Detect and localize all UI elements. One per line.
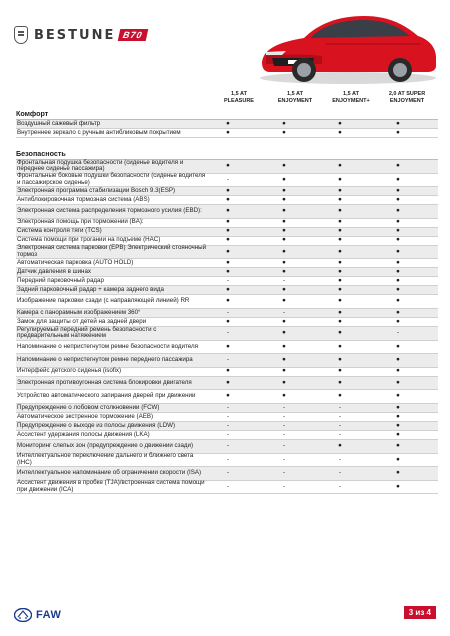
spec-label: Предупреждение о лобовом столкновении (FCW) — [17, 403, 160, 411]
included-dot: ● — [396, 207, 400, 215]
not-available-dash: - — [226, 441, 230, 449]
spec-row — [16, 268, 438, 277]
spec-label: Система контроля тяги (TCS) — [17, 227, 102, 235]
spec-row — [16, 431, 438, 440]
spec-label: Датчик давления в шинах — [17, 268, 92, 276]
included-dot: ● — [226, 162, 230, 169]
included-dot: ● — [396, 268, 400, 276]
spec-row — [16, 481, 438, 495]
included-dot: ● — [396, 482, 400, 490]
column-trim: PLEASURE — [224, 97, 254, 104]
included-dot: ● — [282, 286, 286, 294]
not-available-dash: - — [282, 430, 286, 438]
included-dot: ● — [338, 186, 342, 194]
spec-label: Замок для защиты от детей на задней двери — [17, 317, 147, 325]
footer — [0, 600, 450, 636]
column-engine: 2,0 AT SUPER — [388, 91, 426, 97]
included-dot: ● — [226, 268, 230, 276]
spec-row — [16, 246, 438, 260]
included-dot: ● — [396, 412, 400, 420]
not-available-dash: - — [226, 430, 230, 438]
included-dot: ● — [338, 175, 342, 183]
spec-label: Передний парковочный радар — [17, 277, 104, 285]
header — [0, 0, 450, 92]
included-dot: ● — [226, 286, 230, 294]
included-dot: ● — [282, 268, 286, 276]
spec-label: Интерфейс детского сиденья (isofix) — [17, 367, 122, 375]
included-dot: ● — [338, 297, 342, 305]
not-available-dash: - — [282, 421, 286, 429]
spec-label: Устройство автоматического запирания дверей при движении — [17, 392, 196, 400]
not-available-dash: - — [226, 277, 230, 285]
included-dot: ● — [396, 403, 400, 411]
included-dot: ● — [396, 356, 400, 364]
not-available-dash: - — [226, 308, 230, 316]
not-available-dash: - — [396, 328, 400, 336]
not-available-dash: - — [226, 412, 230, 420]
included-dot: ● — [226, 297, 230, 305]
included-dot: ● — [396, 186, 400, 194]
spec-row — [16, 404, 438, 413]
bestune-emblem-icon — [14, 26, 28, 44]
included-dot: ● — [338, 356, 342, 364]
spec-label: Воздушный сажевый фильтр — [17, 119, 101, 127]
included-dot: ● — [396, 119, 400, 127]
spec-label: Электронная программа стабилизации Bosch 9.3(ESP) — [17, 186, 176, 194]
included-dot: ● — [396, 128, 400, 136]
included-dot: ● — [226, 378, 230, 386]
not-available-dash: - — [226, 469, 230, 477]
included-dot: ● — [282, 236, 286, 244]
included-dot: ● — [226, 218, 230, 226]
spec-label: Фронтальные боковые подушки безопасности (сиденье водителя и пассажирское сиденье) — [17, 172, 206, 186]
not-available-dash: - — [226, 328, 230, 336]
spec-row — [16, 422, 438, 431]
spec-label: Антиблокировочная тормозная система (ABS) — [17, 195, 150, 203]
car-image — [252, 4, 440, 86]
included-dot: ● — [338, 227, 342, 235]
included-dot: ● — [396, 342, 400, 350]
spec-label: Интеллектуальное переключение дальнего и ближнего света (IHC) — [17, 452, 194, 466]
included-dot: ● — [396, 469, 400, 477]
included-dot: ● — [396, 175, 400, 183]
spec-row — [16, 205, 438, 219]
bestune-logo — [14, 26, 147, 44]
included-dot: ● — [396, 247, 400, 255]
included-dot: ● — [338, 207, 342, 215]
spec-table — [16, 108, 438, 494]
column-engine: 1,5 AT — [231, 91, 247, 97]
included-dot: ● — [338, 195, 342, 203]
spec-label: Электронная противоугонная система блокировки двигателя — [17, 378, 192, 386]
spec-row — [16, 120, 438, 129]
spec-label: Интеллектуальное напоминание об ограничении скорости (ISA) — [17, 469, 202, 477]
spec-row — [16, 259, 438, 268]
included-dot: ● — [338, 268, 342, 276]
included-dot: ● — [396, 392, 400, 400]
column-trim: ENJOYMENT+ — [332, 97, 370, 104]
spec-label: Напоминание о непристегнутом ремне безопасности водителя — [17, 342, 198, 350]
not-available-dash: - — [226, 421, 230, 429]
spec-label: Фронтальная подушка безопасности (сиденье водителя и переднее сиденье пассажира) — [17, 158, 184, 173]
included-dot: ● — [226, 317, 230, 325]
included-dot: ● — [282, 392, 286, 400]
spec-label: Электронная помощь при торможении (BA): — [17, 218, 144, 226]
included-dot: ● — [338, 119, 342, 127]
included-dot: ● — [396, 455, 400, 463]
included-dot: ● — [282, 175, 286, 183]
section-spacer — [16, 138, 438, 148]
not-available-dash: - — [282, 308, 286, 316]
spec-label: Внутреннее зеркало с ручным антибликовым покрытием — [17, 128, 181, 136]
spec-row — [16, 295, 438, 309]
spec-row — [16, 174, 438, 188]
included-dot: ● — [282, 378, 286, 386]
included-dot: ● — [282, 207, 286, 215]
column-trim: ENJOYMENT — [277, 97, 313, 104]
faw-logo — [14, 608, 61, 622]
column-header — [266, 91, 324, 104]
included-dot: ● — [282, 119, 286, 127]
not-available-dash: - — [338, 421, 342, 429]
included-dot: ● — [396, 236, 400, 244]
column-trim: ENJOYMENT — [389, 97, 425, 104]
included-dot: ● — [282, 328, 286, 336]
not-available-dash: - — [282, 455, 286, 463]
spec-row — [16, 341, 438, 355]
included-dot: ● — [396, 378, 400, 386]
included-dot: ● — [282, 227, 286, 235]
included-dot: ● — [226, 247, 230, 255]
spec-label: Изображение парковки сзади (с направляющей линией) RR — [17, 297, 190, 305]
spec-label: Электронная система распределения тормозного усилия (EBD): — [17, 207, 202, 215]
included-dot: ● — [282, 128, 286, 136]
spec-label: Автоматическое экстренное торможение (AEB) — [17, 412, 154, 420]
included-dot: ● — [396, 308, 400, 316]
included-dot: ● — [226, 259, 230, 267]
included-dot: ● — [338, 218, 342, 226]
included-dot: ● — [282, 356, 286, 364]
included-dot: ● — [338, 317, 342, 325]
not-available-dash: - — [226, 403, 230, 411]
not-available-dash: - — [338, 469, 342, 477]
included-dot: ● — [396, 195, 400, 203]
page-indicator: 3 из 4 — [404, 606, 436, 619]
included-dot: ● — [282, 195, 286, 203]
included-dot: ● — [338, 259, 342, 267]
faw-brand: FAW — [36, 609, 62, 621]
not-available-dash: - — [338, 412, 342, 420]
section-title: Безопасность — [16, 148, 438, 160]
column-header — [322, 91, 380, 104]
spec-label: Ассистент удержания полосы движения (LKA) — [17, 430, 150, 438]
column-header — [210, 91, 268, 104]
included-dot: ● — [226, 186, 230, 194]
spec-label: Автоматическая парковка (AUTO HOLD) — [17, 259, 134, 267]
spec-row — [16, 390, 438, 404]
included-dot: ● — [338, 367, 342, 375]
spec-row — [16, 368, 438, 377]
column-header — [378, 91, 436, 104]
included-dot: ● — [338, 247, 342, 255]
included-dot: ● — [226, 195, 230, 203]
included-dot: ● — [396, 317, 400, 325]
not-available-dash: - — [226, 482, 230, 490]
faw-emblem-icon — [14, 608, 32, 622]
spec-row — [16, 286, 438, 295]
spec-row — [16, 129, 438, 138]
spec-label: Камера с панорамным изображением 360° — [17, 308, 141, 316]
included-dot: ● — [338, 308, 342, 316]
not-available-dash: - — [338, 455, 342, 463]
spec-label: Система помощи при трогании на подъеме (HAC) — [17, 236, 161, 244]
not-available-dash: - — [282, 412, 286, 420]
included-dot: ● — [338, 277, 342, 285]
not-available-dash: - — [282, 469, 286, 477]
included-dot: ● — [226, 342, 230, 350]
included-dot: ● — [396, 430, 400, 438]
spec-row — [16, 454, 438, 468]
spec-row — [16, 327, 438, 341]
included-dot: ● — [338, 378, 342, 386]
included-dot: ● — [282, 367, 286, 375]
included-dot: ● — [282, 218, 286, 226]
included-dot: ● — [396, 218, 400, 226]
included-dot: ● — [338, 328, 342, 336]
included-dot: ● — [226, 207, 230, 215]
included-dot: ● — [226, 119, 230, 127]
not-available-dash: - — [226, 455, 230, 463]
included-dot: ● — [282, 317, 286, 325]
trim-columns-header — [0, 91, 450, 109]
spec-label: Регулируемый передний ремень безопасности с предварительным натяжением — [17, 325, 157, 340]
spec-row — [16, 354, 438, 368]
included-dot: ● — [396, 259, 400, 267]
included-dot: ● — [338, 342, 342, 350]
spec-row — [16, 413, 438, 422]
included-dot: ● — [338, 128, 342, 136]
column-engine: 1,5 AT — [287, 91, 303, 97]
included-dot: ● — [396, 367, 400, 375]
included-dot: ● — [226, 227, 230, 235]
not-available-dash: - — [282, 403, 286, 411]
included-dot: ● — [338, 286, 342, 294]
included-dot: ● — [396, 286, 400, 294]
included-dot: ● — [282, 247, 286, 255]
spec-row — [16, 219, 438, 228]
column-engine: 1,5 AT — [343, 91, 359, 97]
spec-label: Задний парковочный радар + камера заднего вида — [17, 286, 164, 294]
brand-name: BESTUNE — [34, 27, 116, 43]
not-available-dash: - — [226, 356, 230, 364]
spec-label: Ассистент движения в пробке (TJA)/встроенная система помощи при движении (ICA) — [17, 479, 205, 494]
not-available-dash: - — [282, 482, 286, 490]
included-dot: ● — [396, 162, 400, 169]
section-title: Комфорт — [16, 108, 438, 120]
included-dot: ● — [282, 162, 286, 169]
not-available-dash: - — [226, 175, 230, 183]
spec-row — [16, 377, 438, 391]
not-available-dash: - — [282, 277, 286, 285]
included-dot: ● — [282, 186, 286, 194]
brand-model-badge: B70 — [118, 29, 148, 41]
spec-row — [16, 309, 438, 318]
included-dot: ● — [396, 277, 400, 285]
spec-label: Напоминание о непристегнутом ремне переднего пассажира — [17, 356, 193, 364]
included-dot: ● — [396, 441, 400, 449]
included-dot: ● — [396, 421, 400, 429]
not-available-dash: - — [338, 482, 342, 490]
spec-row — [16, 196, 438, 205]
spec-row — [16, 187, 438, 196]
included-dot: ● — [282, 342, 286, 350]
included-dot: ● — [338, 392, 342, 400]
included-dot: ● — [396, 297, 400, 305]
spec-row — [16, 277, 438, 286]
included-dot: ● — [338, 441, 342, 449]
included-dot: ● — [226, 128, 230, 136]
spec-label: Мониторинг слепых зон (предупреждение о движении сзади) — [17, 441, 194, 449]
included-dot: ● — [282, 297, 286, 305]
not-available-dash: - — [338, 430, 342, 438]
included-dot: ● — [226, 236, 230, 244]
included-dot: ● — [338, 162, 342, 169]
included-dot: ● — [338, 236, 342, 244]
included-dot: ● — [226, 392, 230, 400]
spec-label: Электронная система парковки (EPB) Электрический стояночный тормоз — [17, 244, 207, 259]
included-dot: ● — [282, 259, 286, 267]
spec-row — [16, 228, 438, 237]
included-dot: ● — [396, 227, 400, 235]
not-available-dash: - — [282, 441, 286, 449]
spec-label: Предупреждение о выходе из полосы движения (LDW) — [17, 421, 176, 429]
included-dot: ● — [226, 367, 230, 375]
not-available-dash: - — [338, 403, 342, 411]
